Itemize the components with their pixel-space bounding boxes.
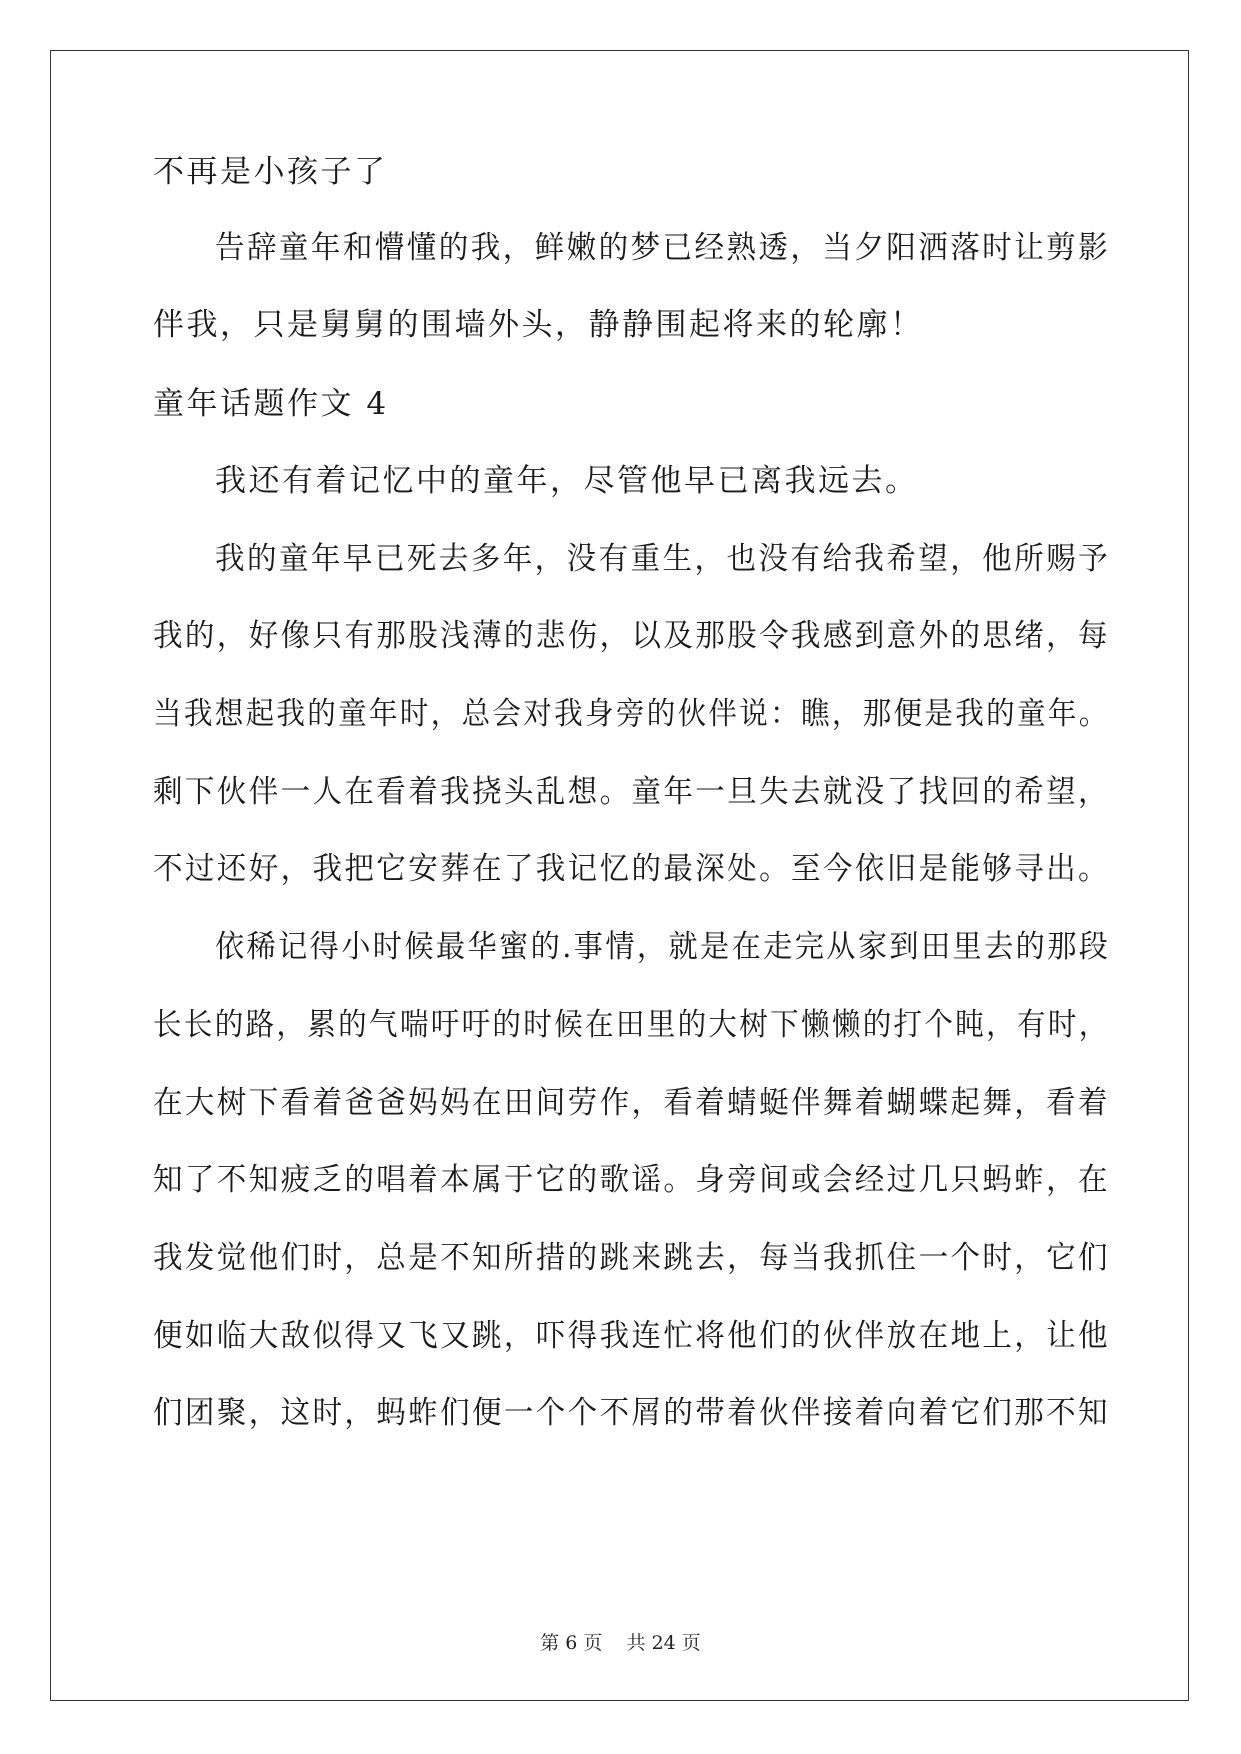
paragraph-line: 不再是小孩子了 [153,154,388,190]
paragraph-line: 我发觉他们时，总是不知所措的跳来跳去，每当我抓住一个时，它们 [153,1240,1110,1276]
section-heading: 童年话题作文 4 [153,386,389,422]
paragraph-line: 依稀记得小时候最华蜜的.事情，就是在走完从家到田里去的那段 [215,929,1111,965]
paragraph-line: 们团聚，这时，蚂蚱们便一个个不屑的带着伙伴接着向着它们那不知 [153,1395,1110,1431]
paragraph-line: 伴我，只是舅舅的围墙外头，静静围起将来的轮廓！ [153,307,924,343]
paragraph-line: 告辞童年和懵懂的我，鲜嫩的梦已经熟透，当夕阳洒落时让剪影 [215,230,1111,266]
paragraph-line: 当我想起我的童年时，总会对我身旁的伙伴说：瞧，那便是我的童年。 [153,696,1110,732]
paragraph-line: 知了不知疲乏的唱着本属于它的歌谣。身旁间或会经过几只蚂蚱，在 [153,1162,1110,1198]
paragraph-line: 在大树下看着爸爸妈妈在田间劳作，看着蜻蜓伴舞着蝴蝶起舞，看着 [153,1085,1110,1121]
paragraph-line: 我的童年早已死去多年，没有重生，也没有给我希望，他所赐予 [215,541,1111,577]
paragraph-line: 我的，好像只有那股浅薄的悲伤，以及那股令我感到意外的思绪，每 [153,618,1110,654]
paragraph-line: 不过还好，我把它安葬在了我记忆的最深处。至今依旧是能够寻出。 [153,851,1110,887]
paragraph-line: 便如临大敌似得又飞又跳，吓得我连忙将他们的伙伴放在地上，让他 [153,1318,1110,1354]
paragraph-line: 剩下伙伴一人在看着我挠头乱想。童年一旦失去就没了找回的希望， [153,774,1110,810]
paragraph-line: 长长的路，累的气喘吁吁的时候在田里的大树下懒懒的打个盹，有时， [153,1007,1110,1043]
page-number: 第 6 页 共 24 页 [540,1632,701,1654]
paragraph-line: 我还有着记忆中的童年，尽管他早已离我远去。 [215,463,919,499]
